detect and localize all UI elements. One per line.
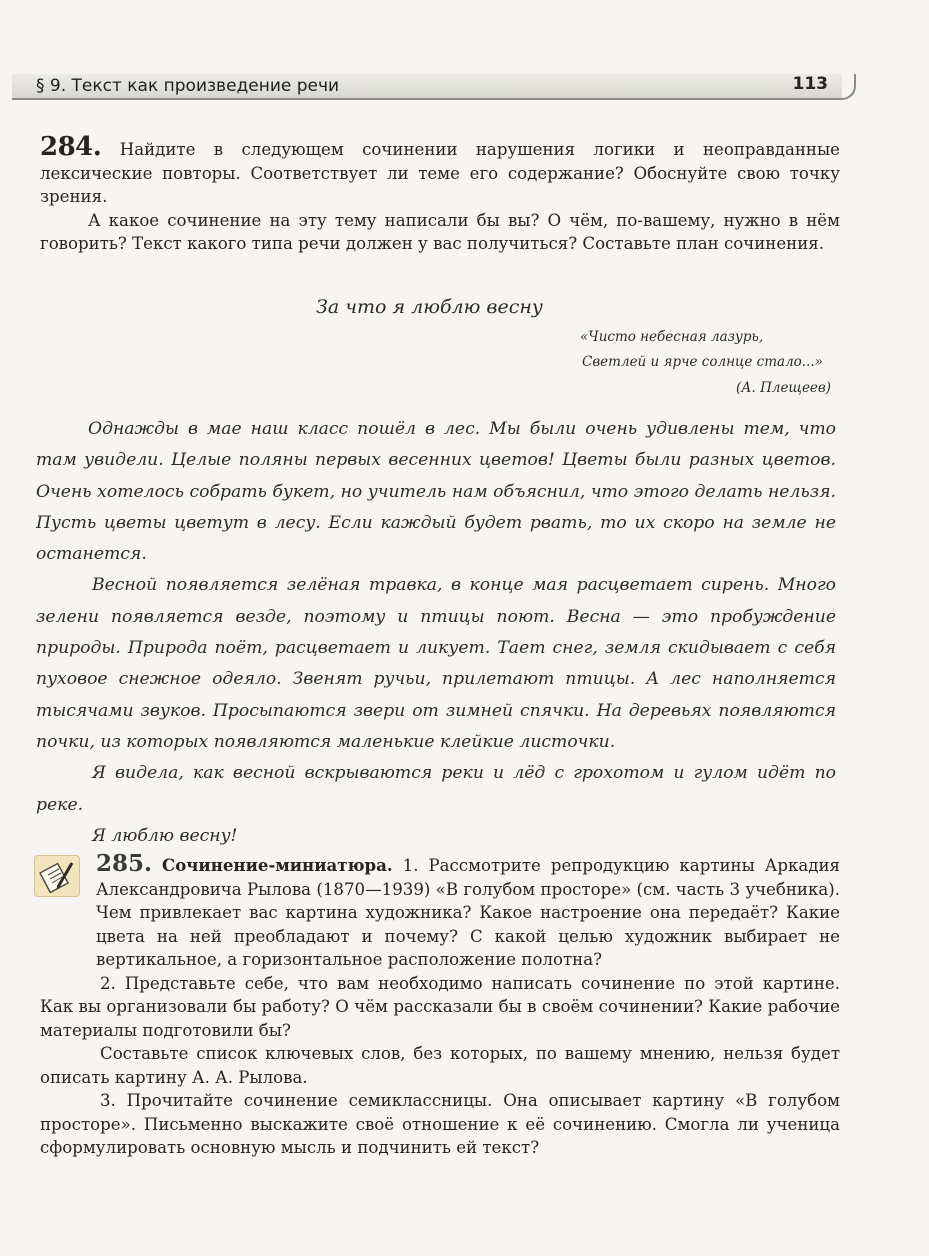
header-curl — [838, 74, 856, 100]
exercise-284-p2: А какое сочинение на эту тему написали бы вы? О чём, по-вашему, нужно в нём говорить? Текст какого типа речи должен у вас получиться? Составьте план сочинения. — [40, 210, 840, 253]
exercise-285-heading: Сочинение-миниатюра. — [162, 855, 393, 875]
exercise-285-p2: 2. Представьте себе, что вам необходимо написать сочинение по этой картине. Как вы организовали бы работу? О чём рассказали бы в своём сочинении? Какие рабочие материалы подготовили бы? — [40, 973, 840, 1040]
exercise-285 — [40, 852, 840, 1160]
exercise-284 — [40, 132, 840, 256]
exercise-285-p4: 3. Прочитайте сочинение семиклассницы. Она описывает картину «В голубом просторе». Письменно выскажите своё отношение к её сочинению. Смогла ли ученица сформулировать основную мысль и подчинить ей текст? — [40, 1091, 840, 1157]
exercise-285-p1-text: 1. Рассмотрите репродукцию картины Аркадия Александровича Рылова (1870—1939) «В голубом просторе» (см. часть 3 учебника). Чем привлекает вас картина художника? Какое настроение она передаёт? Какие цвета на ней преобладают и почему? С какой целью художник выбирает не вертикальное, а горизонтальное расположение полотна? — [96, 856, 840, 969]
essay-paragraph: Весной появляется зелёная травка, в конце мая расцветает сирень. Много зелени появляется везде, поэтому и птицы поют. Весна — это пробуждение природы. Природа поёт, расцветает и ликует. Тает снег, земля скидывает с себя пуховое снежное одеяло. Звенят ручьи, прилетают птицы. А лес наполняется тысячами звуков. Просыпаются звери от зимней спячки. На деревьях появляются почки, из которых появляются маленькие клейкие листочки. — [36, 575, 836, 752]
exercise-285-p1 — [40, 852, 840, 972]
exercise-number: 284. — [40, 132, 102, 162]
handwritten-essay — [36, 414, 836, 852]
exercise-284-text — [40, 132, 840, 209]
running-header — [12, 72, 858, 100]
exercise-285-p3: Составьте список ключевых слов, без которых, по вашему мнению, нельзя будет описать картину А. А. Рылова. — [40, 1044, 840, 1087]
essay-paragraph: Я люблю весну! — [92, 825, 238, 846]
essay-paragraph: Однажды в мае наш класс пошёл в лес. Мы были очень удивлены тем, что там увидели. Целые поляны первых весенних цветов! Цветы были разных цветов. Очень хотелось собрать букет, но учитель нам объяснил, что этого делать нельзя. Пусть цветы цветут в лесу. Если каждый будет рвать, то их скоро на земле не останется. — [36, 419, 836, 565]
essay-paragraph: Я видела, как весной вскрываются реки и лёд с грохотом и гулом идёт по реке. — [36, 763, 836, 815]
epigraph-author: (А. Плещеев) — [736, 380, 832, 396]
exercise-284-p1: Найдите в следующем сочинении нарушения логики и неоправданные лексические повторы. Соответствует ли теме его содержание? Обоснуйте свою точку зрения. — [40, 140, 840, 206]
epigraph-line-2: Светлей и ярче солнце стало...» — [582, 354, 823, 370]
essay-title: За что я люблю весну — [316, 296, 543, 318]
epigraph-line-1: «Чисто небесная лазурь, — [580, 329, 764, 345]
section-title: § 9. Текст как произведение речи — [36, 76, 340, 96]
page-number: 113 — [792, 74, 828, 94]
exercise-number: 285. — [96, 850, 153, 877]
